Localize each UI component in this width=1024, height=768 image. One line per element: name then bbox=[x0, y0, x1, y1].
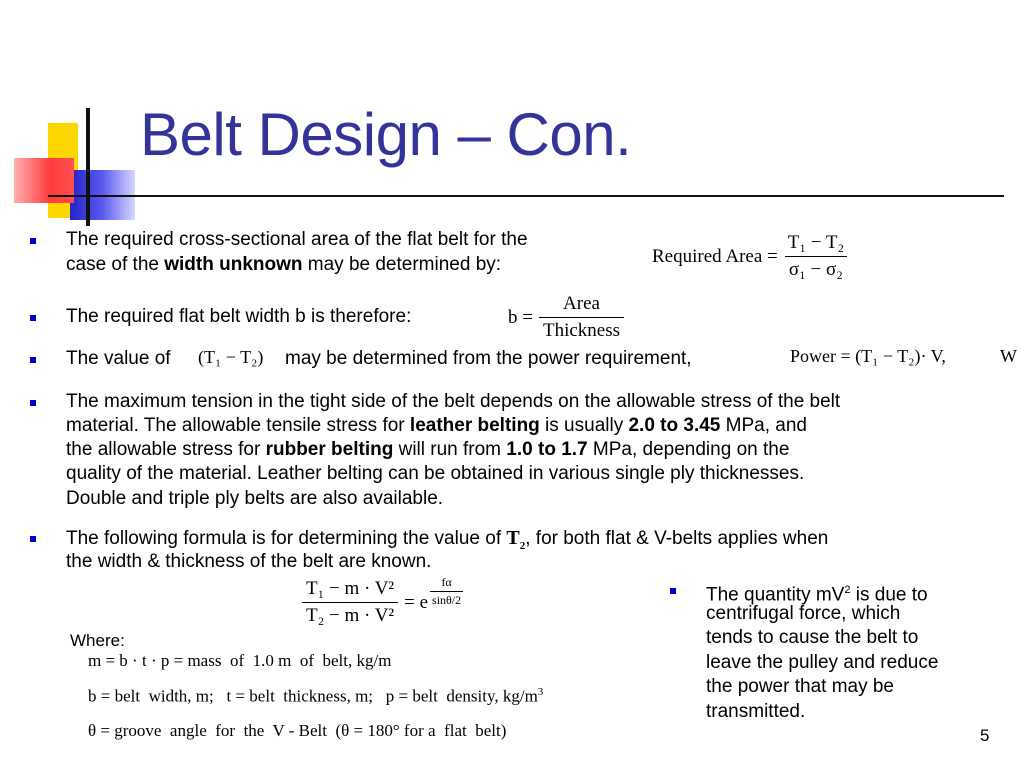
required-area-equation: Required Area = $\frac{\text{T₁ − T₂}}{\text{σ₁ − σ₂}}$ bbox=[652, 232, 848, 281]
tension-ratio-equation: $\frac{\text{T₁ − m · V²}}{\text{T₂ − m · V²}}$ = e $\frac{f\alpha}{\sin\theta/2}$ bbox=[302, 578, 463, 627]
bullet-1-line-2: case of the width unknown may be determined by: bbox=[66, 254, 502, 275]
bullet-1-line-1: The required cross-sectional area of the flat belt for the bbox=[66, 229, 528, 250]
belt-width-equation: b = $\frac{\text{Area}}{\text{Thickness}}$ bbox=[508, 293, 624, 342]
definition-belt-dimensions: b = belt width, m; t = belt thickness, m; p = belt density, $kg/m^3$ bbox=[88, 686, 544, 706]
bullet-4-line-1: The maximum tension in the tight side of the belt depends on the allowable stress of the belt bbox=[66, 391, 841, 412]
side-note-line-4: leave the pulley and reduce bbox=[706, 652, 939, 673]
bullet-4-line-4: quality of the material. Leather belting can be obtained in various single ply thicknesses. bbox=[66, 463, 805, 484]
bullet-marker bbox=[670, 588, 676, 594]
power-equation: Power = (T₁ − T₂)· V, bbox=[790, 346, 946, 366]
side-note-line-6: transmitted. bbox=[706, 701, 806, 722]
side-note-line-2: centrifugal force, which bbox=[706, 603, 901, 624]
bullet-4-line-5: Double and triple ply belts are also available. bbox=[66, 488, 444, 509]
page-number: 5 bbox=[980, 726, 990, 745]
bullet-5-line-1: The following formula is for determining the value of $T_2$, for both flat & V-belts applies when bbox=[66, 527, 829, 552]
side-note-line-5: the power that may be bbox=[706, 676, 894, 697]
tension-difference-expression: (T₁ − T₂) bbox=[198, 347, 264, 367]
bullet-marker bbox=[30, 536, 36, 542]
bullet-4-line-3: the allowable stress for rubber belting will run from 1.0 to 1.7 MPa, depending on the bbox=[66, 439, 790, 460]
definition-groove-angle: θ = groove angle for the V - Belt (θ = 180° for a flat belt) bbox=[88, 721, 507, 740]
side-note-line-3: tends to cause the belt to bbox=[706, 627, 919, 648]
logo-vertical-line bbox=[86, 108, 90, 226]
bullet-3-pre: The value of bbox=[66, 348, 171, 369]
bullet-marker bbox=[30, 315, 36, 321]
bullet-5-line-2: the width & thickness of the belt are known. bbox=[66, 551, 432, 572]
side-note-line-1: The quantity $mV^2$ is due to bbox=[706, 584, 928, 606]
definition-mass: m = b · t · p = mass of 1.0 m of belt, kg/m bbox=[88, 651, 392, 670]
power-unit: W bbox=[1000, 346, 1017, 366]
bullet-marker bbox=[30, 238, 36, 244]
bullet-4-line-2: material. The allowable tensile stress for leather belting is usually 2.0 to 3.45 MPa, and bbox=[66, 415, 807, 436]
bullet-3-post: may be determined from the power requirement, bbox=[285, 348, 692, 369]
bullet-2-text: The required flat belt width b is therefore: bbox=[66, 306, 412, 327]
bullet-marker bbox=[30, 357, 36, 363]
title-underline bbox=[48, 195, 1004, 197]
where-label: Where: bbox=[70, 631, 125, 650]
slide-title: Belt Design – Con. bbox=[140, 101, 632, 168]
bullet-marker bbox=[30, 400, 36, 406]
